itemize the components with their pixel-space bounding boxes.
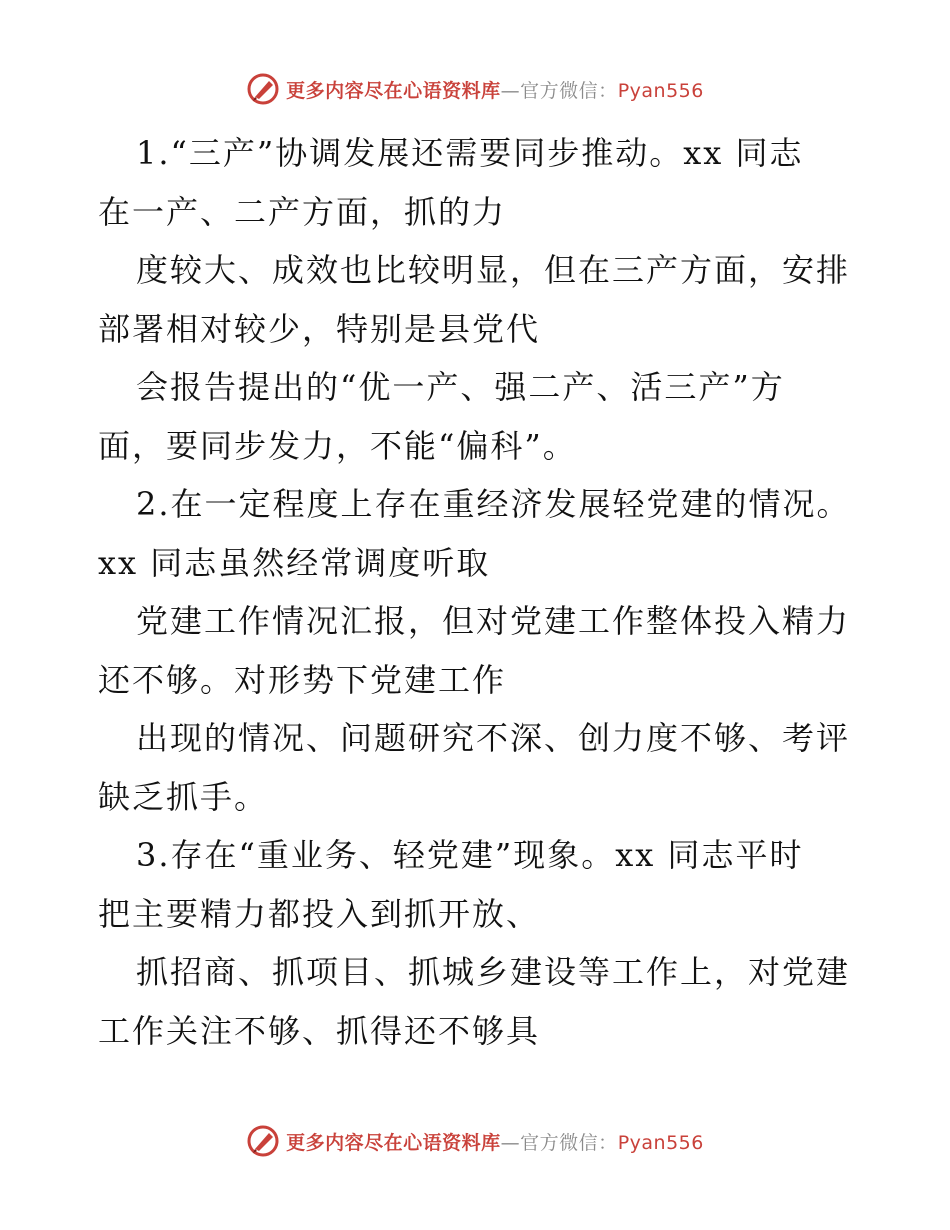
body-line: 党建工作情况汇报，但对党建工作整体投入精力 [136,602,851,640]
watermark-dash: — [500,79,521,102]
watermark-text [286,1128,704,1155]
watermark-wechat-label: 官方微信： [520,79,618,102]
body-line: 度较大、成效也比较明显，但在三产方面，安排 [136,251,851,289]
watermark-wechat-id: Pyan556 [617,79,704,102]
footer-watermark [0,1124,950,1158]
body-line: 2.在一定程度上存在重经济发展轻党建的情况。 [136,485,851,523]
watermark-dash: — [500,1131,521,1154]
watermark-wechat-label: 官方微信： [520,1131,618,1154]
pen-logo-icon [246,72,280,106]
body-line: 工作关注不够、抓得还不够具 [98,1011,541,1050]
body-line: 部署相对较少，特别是县党代 [98,309,541,348]
body-line: 在一产、二产方面，抓的力 [98,192,507,231]
watermark-main: 更多内容尽在心语资料库 [286,79,501,102]
body-line: xx 同志虽然经常调度听取 [98,543,491,582]
body-line: 还不够。对形势下党建工作 [98,660,507,699]
body-line: 出现的情况、问题研究不深、创力度不够、考评 [136,719,851,757]
body-line: 把主要精力都投入到抓开放、 [98,894,541,933]
body-line: 抓招商、抓项目、抓城乡建设等工作上，对党建 [136,953,851,991]
document-body [98,124,868,1060]
watermark-text [286,76,704,103]
pen-logo-icon [246,1124,280,1158]
watermark-main: 更多内容尽在心语资料库 [286,1131,501,1154]
body-line: 1.“三产”协调发展还需要同步推动。xx 同志 [136,134,804,172]
body-line: 会报告提出的“优一产、强二产、活三产”方 [136,368,785,406]
body-line: 面，要同步发力，不能“偏科”。 [98,426,577,465]
header-watermark [0,72,950,106]
body-line: 缺乏抓手。 [98,777,269,816]
body-line: 3.存在“重业务、轻党建”现象。xx 同志平时 [136,836,804,874]
watermark-wechat-id: Pyan556 [617,1131,704,1154]
